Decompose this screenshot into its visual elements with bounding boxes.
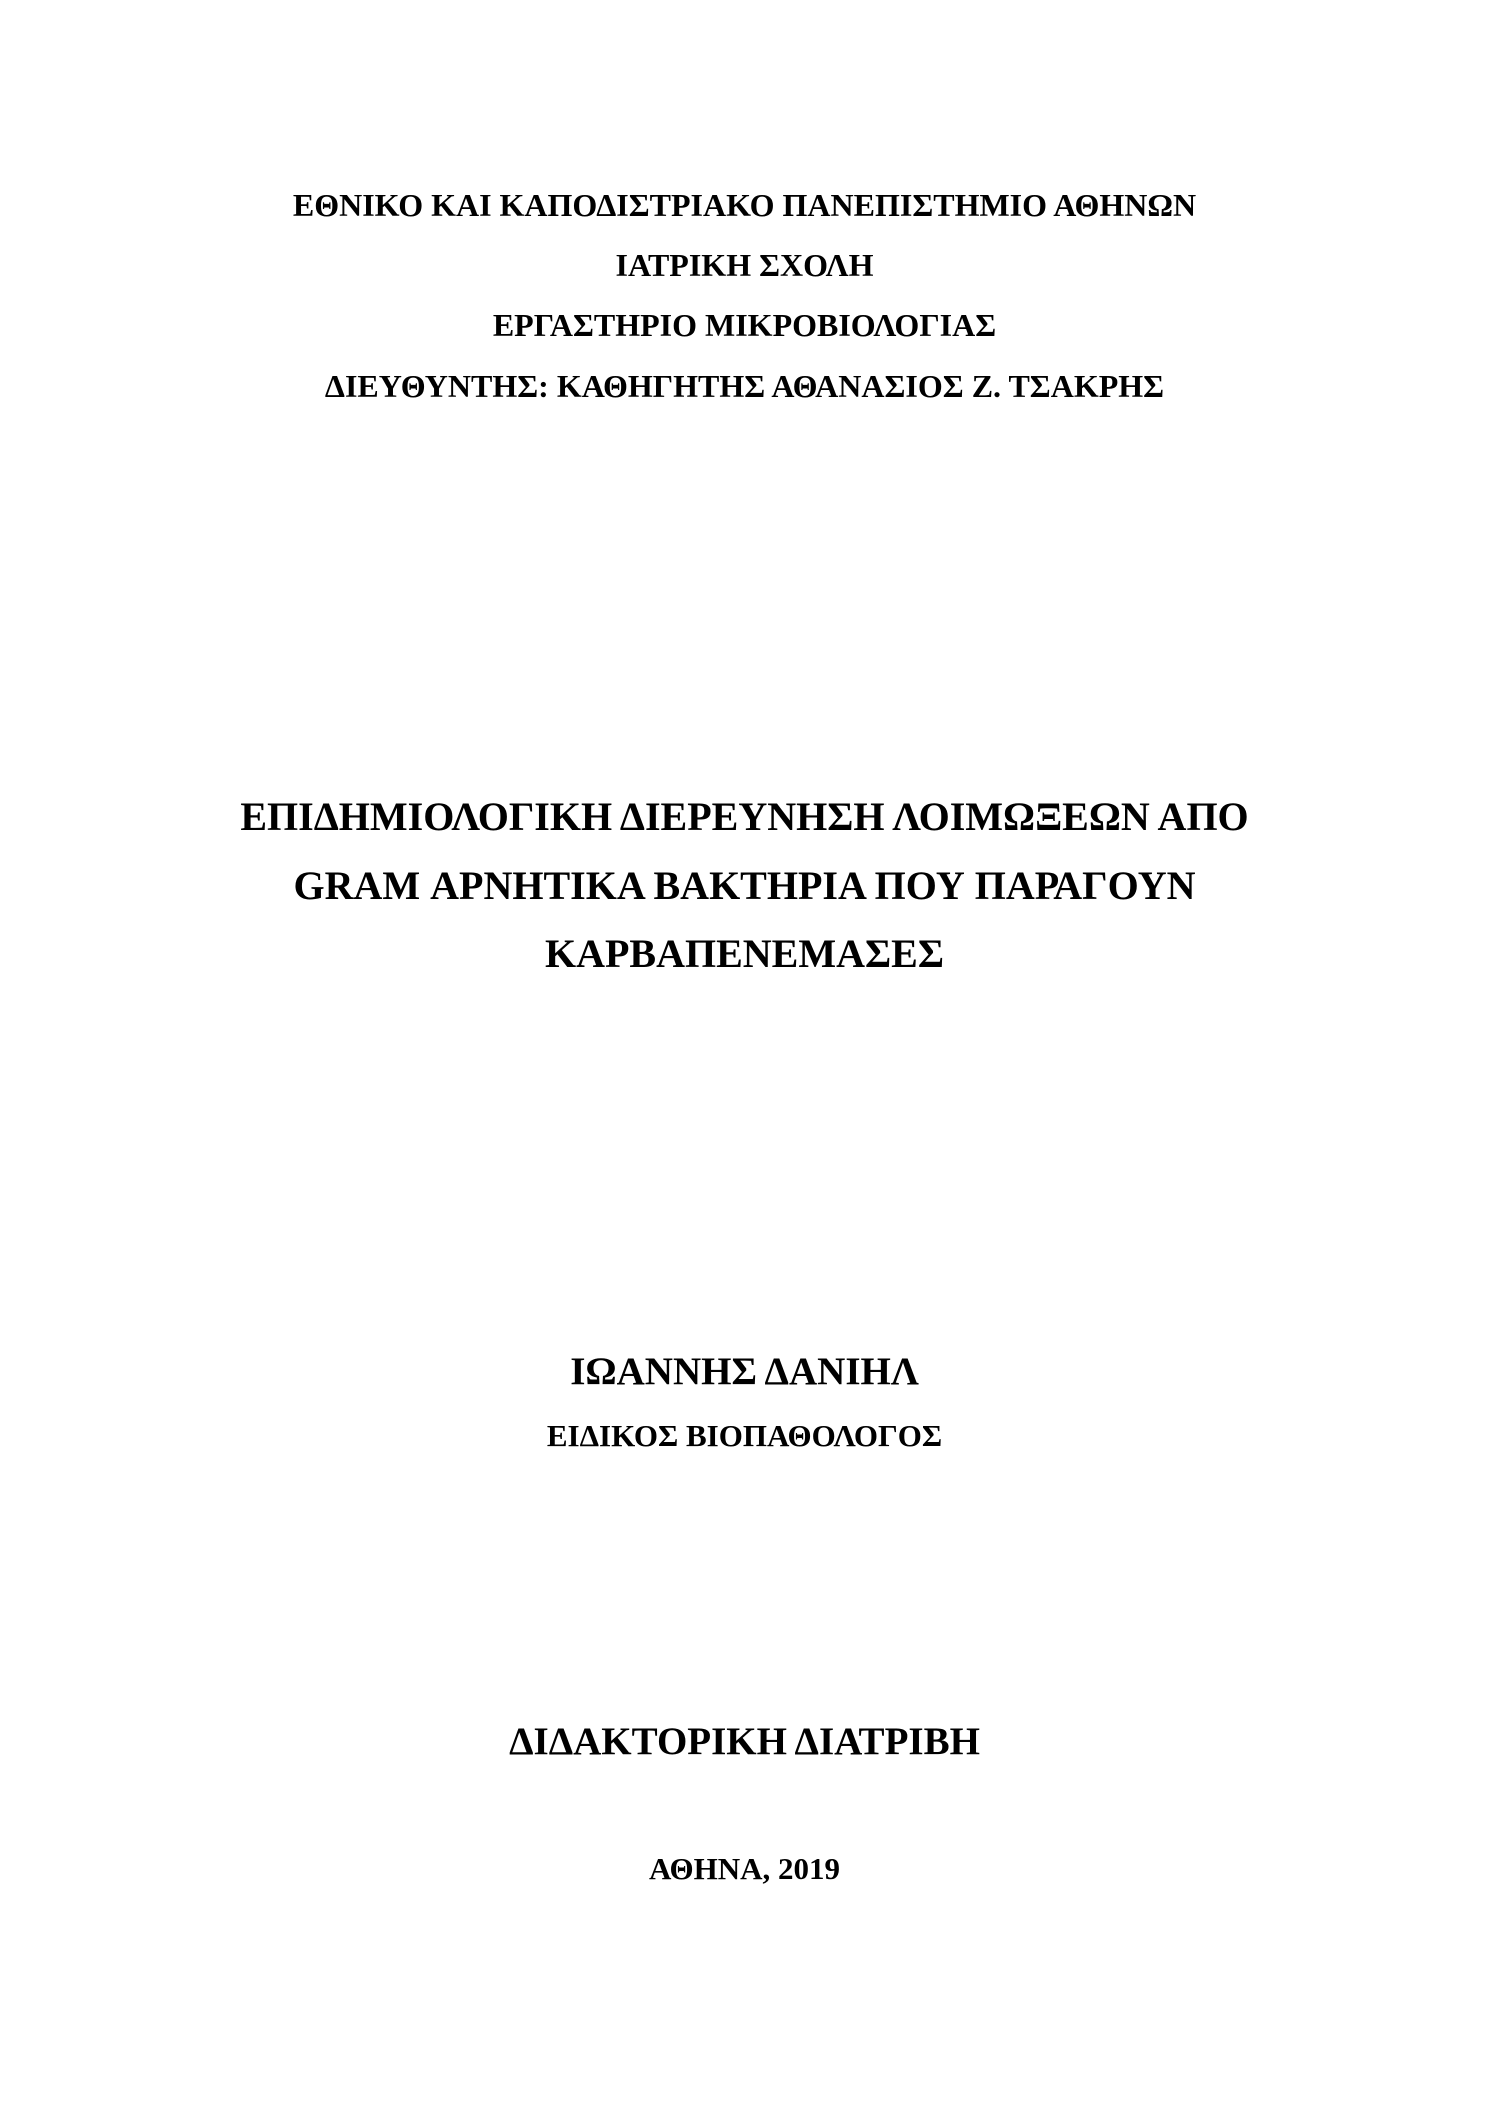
university-name: ΕΘΝΙΚΟ ΚΑΙ ΚΑΠΟΔΙΣΤΡΙΑΚΟ ΠΑΝΕΠΙΣΤΗΜΙΟ ΑΘΗΝΩΝ [292, 187, 1197, 223]
director-line: ΔΙΕΥΘΥΝΤΗΣ: ΚΑΘΗΓΗΤΗΣ ΑΘΑΝΑΣΙΟΣ Ζ. ΤΣΑΚΡΗΣ [324, 368, 1165, 404]
author-name: ΙΩΑΝΝΗΣ ΔΑΝΙΗΛ [570, 1350, 919, 1393]
laboratory-name: ΕΡΓΑΣΤΗΡΙΟ ΜΙΚΡΟΒΙΟΛΟΓΙΑΣ [492, 307, 997, 343]
thesis-title-line-2: GRAM ΑΡΝΗΤΙΚΑ ΒΑΚΤΗΡΙΑ ΠΟΥ ΠΑΡΑΓΟΥΝ [293, 863, 1196, 908]
school-name: ΙΑΤΡΙΚΗ ΣΧΟΛΗ [615, 247, 874, 283]
thesis-title-line-1: ΕΠΙΔΗΜΙΟΛΟΓΙΚΗ ΔΙΕΡΕΥΝΗΣΗ ΛΟΙΜΩΞΕΩΝ ΑΠΟ [240, 794, 1249, 839]
place-and-year: ΑΘΗΝΑ, 2019 [648, 1851, 841, 1886]
author-title: ΕΙΔΙΚΟΣ ΒΙΟΠΑΘΟΛΟΓΟΣ [546, 1418, 943, 1453]
document-type: ΔΙΔΑΚΤΟΡΙΚΗ ΔΙΑΤΡΙΒΗ [509, 1720, 980, 1763]
thesis-title-line-3: ΚΑΡΒΑΠΕΝΕΜΑΣΕΣ [545, 931, 944, 976]
